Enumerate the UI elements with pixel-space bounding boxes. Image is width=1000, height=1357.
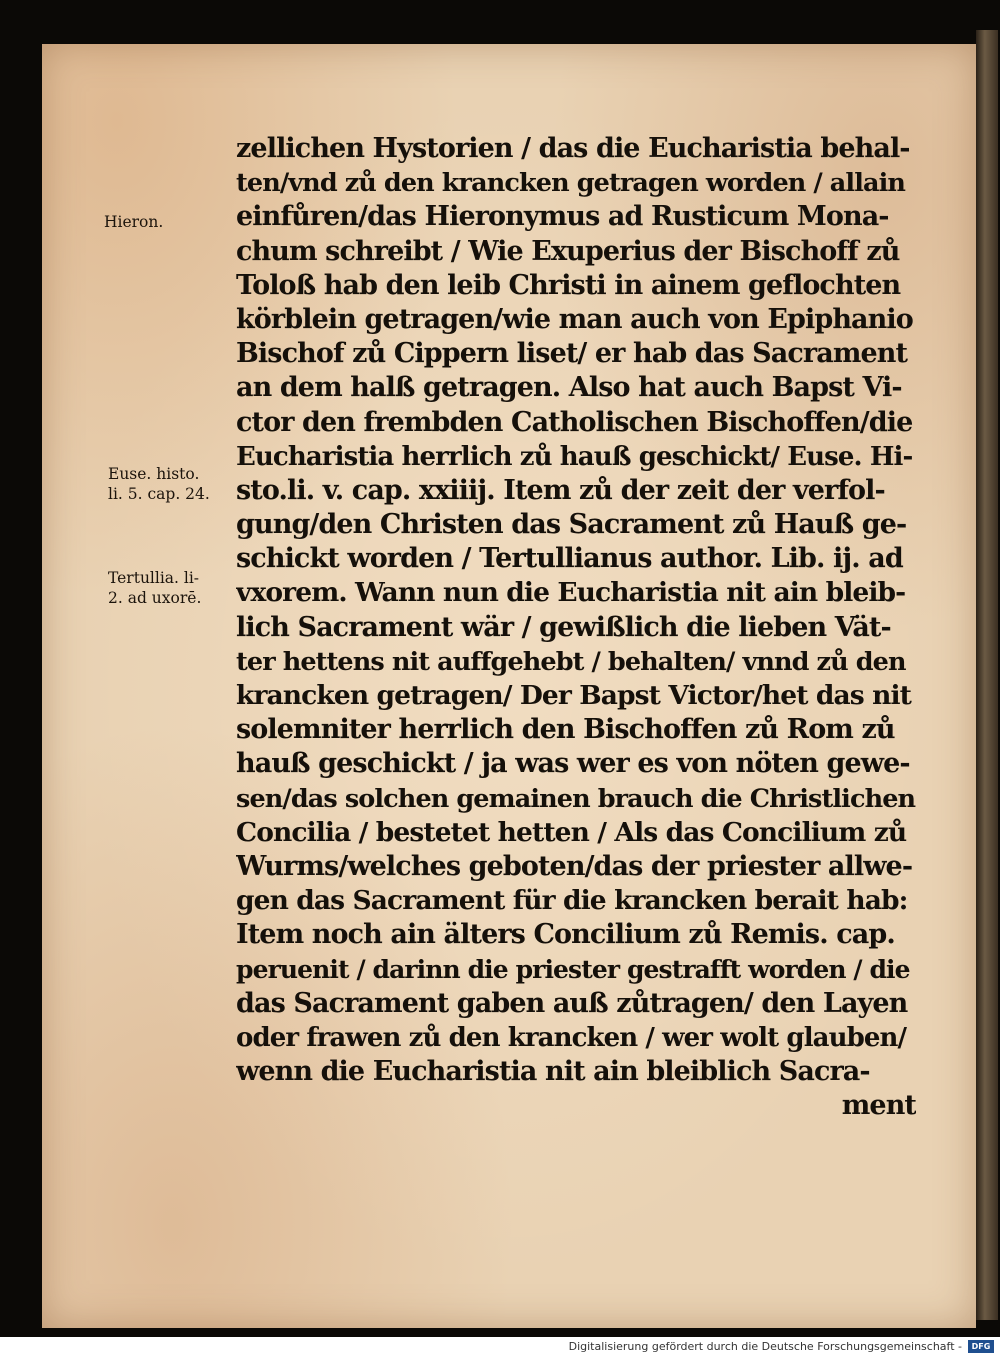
text-line: peruenit / darinn die priester gestrafft worden / die <box>236 954 910 984</box>
dfg-logo: DFG <box>968 1340 994 1353</box>
text-line: Toloß hab den leib Christi in ainem geflochten <box>236 269 901 301</box>
text-line: Item noch ain älters Concilium zů Remis. cap. <box>236 919 895 951</box>
text-line: krancken getragen/ Der Bapst Victor/het das nit <box>236 680 912 711</box>
text-line: lich Sacrament wär / gewißlich die lieben Vät- <box>236 611 891 643</box>
margin-note-eusebius-line-1: Euse. histo. <box>108 465 200 483</box>
text-line: ment <box>841 1090 916 1122</box>
margin-note-eusebius-line-2: li. 5. cap. 24. <box>108 485 210 503</box>
text-line: Wurms/welches geboten/das der priester allwe- <box>236 850 913 882</box>
text-line: chum schreibt / Wie Exuperius der Bischoff zů <box>236 235 900 267</box>
margin-note-hieron-text: Hieron. <box>104 213 164 231</box>
text-line: das Sacrament gaben auß zůtragen/ den Layen <box>236 987 908 1019</box>
text-line: ter hettens nit auffgehebt / behalten/ vnnd zů den <box>236 646 906 677</box>
text-line: sen/das solchen gemainen brauch die Christlichen <box>236 783 916 814</box>
margin-note-tertullian-line-2: 2. ad uxorē. <box>108 589 202 607</box>
text-line: oder frawen zů den krancken / wer wolt glauben/ <box>236 1022 907 1053</box>
text-line: ctor den frembden Catholischen Bischoffen/die <box>236 406 913 438</box>
margin-note-tertullian-line-1: Tertullia. li- <box>108 569 200 587</box>
margin-note-eusebius <box>108 464 210 504</box>
text-line: gen das Sacrament für die krancken berait hab: <box>236 885 908 917</box>
main-text-block <box>236 132 916 1123</box>
text-line: körblein getragen/wie man auch von Epiphanio <box>236 303 913 335</box>
text-line: zellichen Hystorien / das die Eucharistia behal- <box>236 133 910 164</box>
book-spine-edge <box>976 30 998 1320</box>
funding-credit: Digitalisierung gefördert durch die Deutsche Forschungsgemeinschaft - <box>568 1340 962 1353</box>
footer-bar <box>0 1337 1000 1357</box>
text-line: Concilia / bestetet hetten / Als das Concilium zů <box>236 816 907 848</box>
text-line: wenn die Eucharistia nit ain bleiblich Sacra- <box>236 1056 870 1088</box>
text-line: Bischof zů Cippern liset/ er hab das Sacrament <box>236 338 908 370</box>
text-line: Eucharistia herrlich zů hauß geschickt/ Euse. Hi- <box>236 441 913 472</box>
text-line: gung/den Christen das Sacrament zů Hauß ge- <box>236 509 907 541</box>
text-line: vxorem. Wann nun die Eucharistia nit ain bleib- <box>236 577 906 609</box>
text-line: solemniter herrlich den Bischoffen zů Rom zů <box>236 714 895 746</box>
text-line: sto.li. v. cap. xxiiij. Item zů der zeit der verfol- <box>236 474 885 506</box>
text-line: hauß geschickt / ja was wer es von nöten gewe- <box>236 748 910 780</box>
text-line: einfůren/das Hieronymus ad Rusticum Mona- <box>236 201 889 233</box>
text-line: ten/vnd zů den krancken getragen worden / allain <box>236 168 906 199</box>
text-line: schickt worden / Tertullianus author. Lib. ij. ad <box>236 543 903 575</box>
margin-note-tertullian <box>108 568 201 608</box>
margin-note-hieron <box>104 212 163 232</box>
text-line: an dem halß getragen. Also hat auch Bapst Vi- <box>236 372 902 404</box>
